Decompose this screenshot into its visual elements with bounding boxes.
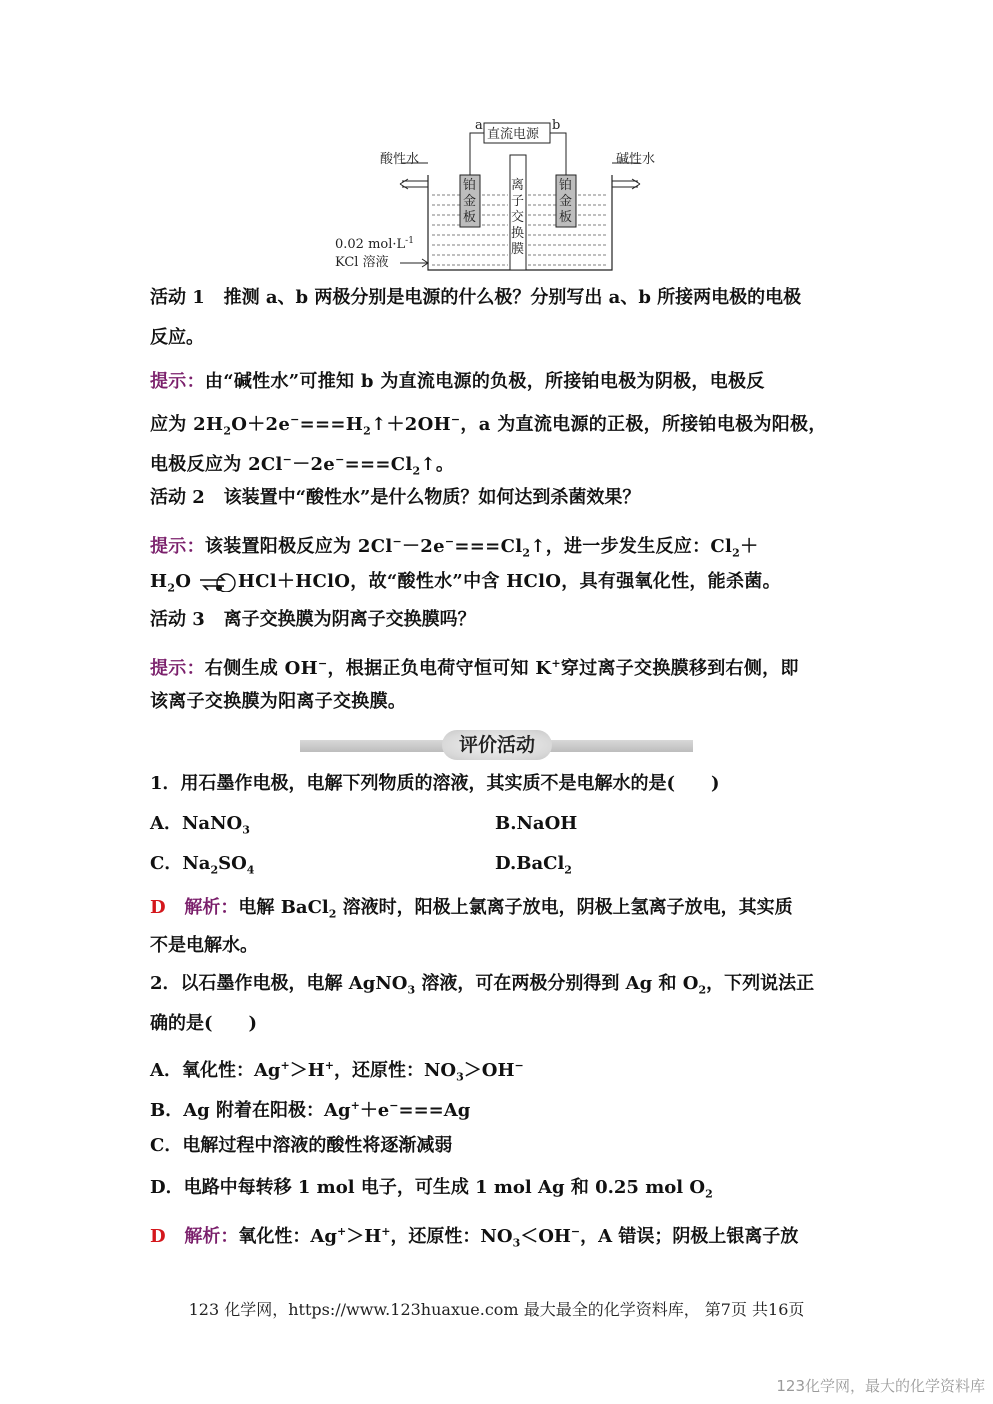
membrane-char: 子 [511,194,525,209]
activity2-question: 活动 2 该装置中“酸性水”是什么物质？如何达到杀菌效果？ [150,487,641,508]
left-plate-char: 板 [463,210,477,225]
right-plate-char: 板 [559,210,573,225]
membrane-char: 换 [511,226,525,241]
q1-stem: 1．用石墨作电极，电解下列物质的溶液，其实质不是电解水的是( ) [150,773,720,794]
section-banner-title: 评价活动 [442,730,552,760]
watermark: 123化学网，最大的化学资料库 [776,1377,985,1395]
concentration-label: 0.02 $mol\cdot L^{-1}$ [335,236,414,252]
q1-explanation-line1: D 解析：电解 BaCl$_2$ 溶液时，阳极上氯离子放电，阴极上氢离子放电，其实质 [150,897,793,921]
terminal-a-label: a [475,118,483,133]
q1-option-c: C．$Na_2SO_4$ [150,853,255,877]
membrane-char: 膜 [511,242,525,257]
left-plate-char: 铂 [463,178,477,193]
page-footer: 123 化学网，https://www.123huaxue.com 最大最全的化学资料库， 第7页 共16页 [188,1300,805,1319]
left-plate-char: 金 [463,194,477,209]
activity1-question-line1: 活动 1 推测 a、b 两极分别是电源的什么极？分别写出 a、b 所接两电极的电极 [150,287,802,308]
q2-option-c: C．电解过程中溶液的酸性将逐渐减弱 [150,1135,453,1156]
reversible-arrow-icon [198,572,238,592]
activity1-hint-line3: 电极反应为 $2Cl^--2e^-===Cl_2↑$。 [150,453,455,478]
q2-option-a: A．氧化性：Ag+＞H+，还原性：$NO_3>OH^-$ [150,1059,524,1084]
q1-option-d: D.BaCl$_2$ [495,853,572,877]
q2-stem-line2: 确的是( ) [150,1013,258,1034]
membrane-char: 离 [511,178,525,193]
power-source-label: 直流电源 [487,127,540,142]
right-plate-char: 铂 [559,178,573,193]
alkaline-water-label: 碱性水 [616,152,656,167]
right-plate-char: 金 [559,194,573,209]
kcl-label: KCl 溶液 [335,255,389,270]
q2-option-d: D．电路中每转移 1 mol 电子，可生成 1 mol Ag 和 0.25 mol $O_2$ [150,1177,713,1201]
electrolysis-diagram [330,115,670,280]
q1-explanation-line2: 不是电解水。 [150,935,258,956]
q1-option-b: B.NaOH [495,813,578,834]
activity1-hint-line1: 提示：由“碱性水”可推知 b 为直流电源的负极，所接铂电极为阴极，电极反 [150,371,765,392]
q1-option-a: A．NaNO$_3$ [150,813,250,837]
inlet-arrow-icon [400,259,428,267]
q2-option-b: B．Ag 附着在阳极：Ag+＋e−===Ag [150,1099,471,1121]
activity3-hint-line1: 提示：右侧生成 OH−，根据正负电荷守恒可知 K+穿过离子交换膜移到右侧，即 [150,657,799,679]
q2-explanation-line1: D 解析：氧化性：Ag+＞H+，还原性：$NO_3<OH^-$，A 错误；阴极上银离子放 [150,1225,799,1250]
terminal-b-label: b [552,118,561,133]
activity1-hint-line2: 应为 $2H_2O+2e^-===H_2↑+2OH^-$，a 为直流电源的正极，所接铂电极为阳极， [150,413,827,438]
activity2-hint-line1: 提示：该装置阳极反应为 $2Cl^--2e^-===Cl_2↑$，进一步发生反应：$Cl_2+$ [150,535,759,560]
activity2-hint-line2: $H_2O$ HCl＋HClO，故“酸性水”中含 HClO，具有强氧化性，能杀菌。 [150,571,781,595]
q2-stem-line1: 2．以石墨作电极，电解 AgNO$_3$ 溶液，可在两极分别得到 Ag 和 $O_2$，下列说法正 [150,973,815,997]
activity3-question: 活动 3 离子交换膜为阴离子交换膜吗？ [150,609,476,630]
membrane-char: 交 [511,210,525,225]
activity3-hint-line2: 该离子交换膜为阳离子交换膜。 [150,691,407,712]
acidic-water-label: 酸性水 [380,152,420,167]
activity1-question-line2: 反应。 [150,327,204,348]
